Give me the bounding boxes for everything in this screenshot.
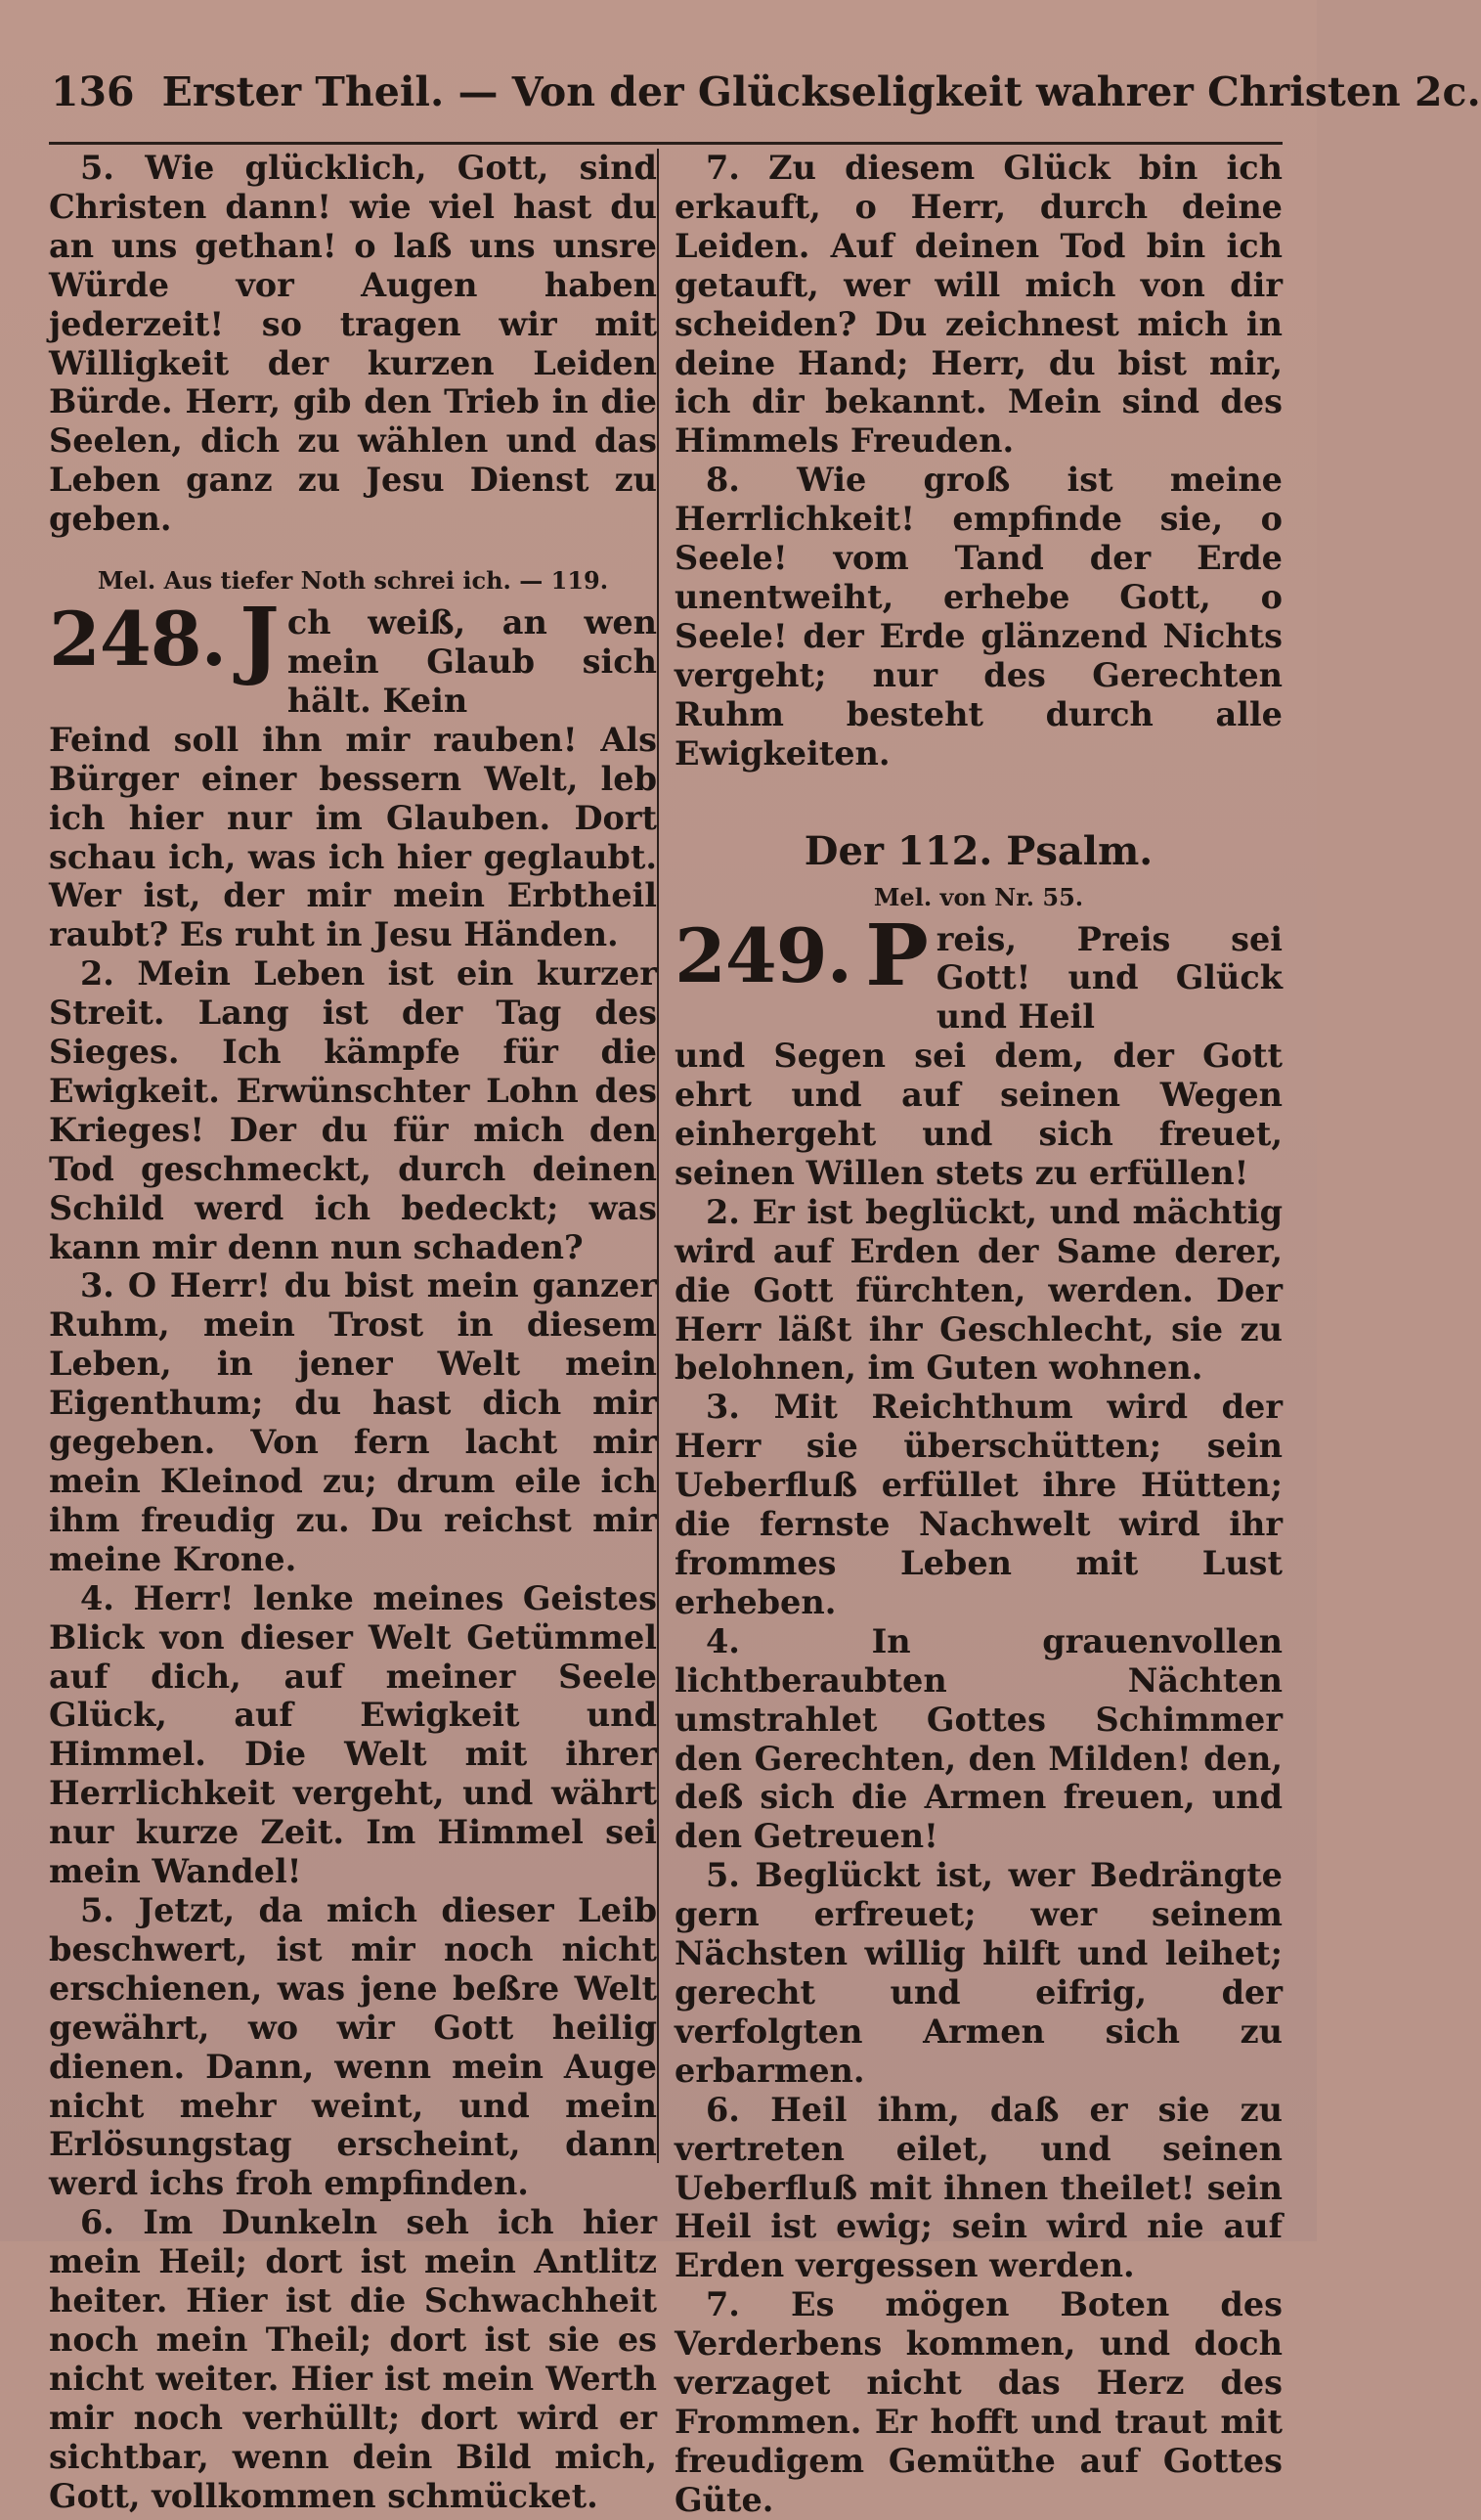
hymn-249-verse-2: 2. Er ist beglückt, und mächtig wird auf Erden der Same derer, die Gott fürchten, werden. Der Herr läßt ihr Geschlecht, sie zu belohnen, im Guten wohnen.	[675, 1192, 1283, 1388]
psalm-title: Der 112. Psalm.	[804, 827, 1154, 874]
hymn-248-first-line: ch weiß, an wen mein Glaub sich hält. Kein	[286, 603, 657, 720]
running-header	[51, 68, 1481, 137]
left-column	[49, 149, 657, 2515]
hymn-248-verse-4: 4. Herr! lenke meines Geistes Blick von dieser Welt Getümmel auf dich, auf meiner Seele Glück, auf Ewigkeit und Himmel. Die Welt mit ihrer Herrlichkeit vergeht, und währt nur kurze Zeit. Im Himmel sei mein Wandel!	[49, 1578, 657, 1891]
hymn-249-verse-6: 6. Heil ihm, daß er sie zu vertreten eilet, und seinen Ueberfluß mit ihnen theilet! sein Heil ist ewig; sein wird nie auf Erden vergessen werden.	[675, 2090, 1283, 2285]
hymn-249-verse-4: 4. In grauenvollen lichtberaubten Nächten umstrahlet Gottes Schimmer den Gerechten, den Milden! den, deß sich die Armen freuen, und den Getreuen!	[675, 1621, 1283, 1856]
drop-cap-249: P	[865, 906, 929, 1005]
hymn-249-verse-5: 5. Beglückt ist, wer Bedrängte gern erfreuet; wer seinem Nächsten willig hilft und leihet; gerecht und eifrig, der verfolgten Armen sich zu erbarmen.	[675, 1856, 1283, 2090]
hymn-248-verse-1: Feind soll ihn mir rauben! Als Bürger einer bessern Welt, leb ich hier nur im Glauben. Dort schau ich, was ich hier geglaubt. Wer ist, der mir mein Erbtheil raubt? Es ruht in Jesu Händen.	[49, 720, 657, 954]
column-divider	[657, 149, 659, 2163]
page-number: 136	[51, 68, 135, 115]
hymn-249-heading	[675, 906, 1283, 1038]
hymn-number-248: 248.	[49, 596, 227, 684]
hymn-248-verse-6: 6. Im Dunkeln seh ich hier mein Heil; dort ist mein Antlitz heiter. Hier ist die Schwachheit noch mein Theil; dort ist sie es nicht weiter. Hier ist mein Werth mir noch verhüllt; dort wird er sichtbar, wenn dein Bild mich, Gott, vollkommen schmücket.	[49, 2203, 657, 2515]
hymn-248-verse-8: 8. Wie groß ist meine Herrlichkeit! empfinde sie, o Seele! vom Tand der Erde unentweiht, erhebe Gott, o Seele! der Erde glänzend Nichts vergeht; nur des Gerechten Ruhm besteht durch alle Ewigkeiten.	[675, 461, 1283, 773]
hymn-249-verse-1: und Segen sei dem, der Gott ehrt und auf seinen Wegen einhergeht und sich freuet, seinen Willen stets zu erfüllen!	[675, 1037, 1283, 1192]
hymn-number-249: 249.	[675, 911, 852, 999]
hymn-248-heading	[49, 590, 657, 721]
running-title: Erster Theil. — Von der Glückseligkeit wahrer Christen 2c.	[161, 68, 1481, 115]
hymn-249-verse-7: 7. Es mögen Boten des Verderbens kommen, und doch verzaget nicht das Herz des Frommen. Er hofft und traut mit freudigem Gemüthe auf Gottes Güte.	[675, 2285, 1283, 2519]
right-column	[675, 149, 1283, 2520]
hymn-248-verse-2: 2. Mein Leben ist ein kurzer Streit. Lang ist der Tag des Sieges. Ich kämpfe für die Ewigkeit. Erwünschter Lohn des Krieges! Der du für mich den Tod geschmeckt, durch deinen Schild werd ich bedeckt; was kann mir denn nun schaden?	[49, 954, 657, 1266]
hymn-249-first-line: reis, Preis sei Gott! und Glück und Heil	[936, 919, 1283, 1037]
hymn-249-verse-3: 3. Mit Reichthum wird der Herr sie überschütten; sein Ueberfluß erfüllet ihre Hütten; die fernste Nachwelt wird ihr frommes Leben mit Lust erheben.	[675, 1388, 1283, 1621]
hymn-248-verse-7: 7. Zu diesem Glück bin ich erkauft, o Herr, durch deine Leiden. Auf deinen Tod bin ich getauft, wer will mich von dir scheiden? Du zeichnest mich in deine Hand; Herr, du bist mir, ich dir bekannt. Mein sind des Himmels Freuden.	[675, 149, 1283, 461]
melody-note-249: Mel. von Nr. 55.	[873, 882, 1084, 911]
drop-cap-248: J	[240, 590, 280, 689]
header-rule	[49, 142, 1283, 145]
melody-note-248: Mel. Aus tiefer Noth schrei ich. — 119.	[97, 566, 609, 596]
hymn-248-verse-3: 3. O Herr! du bist mein ganzer Ruhm, mein Trost in diesem Leben, in jener Welt mein Eigenthum; du hast dich mir gegeben. Von fern lacht mir mein Kleinod zu; drum eile ich ihm freudig zu. Du reichst mir meine Krone.	[49, 1266, 657, 1578]
hymn-248-verse-5: 5. Jetzt, da mich dieser Leib beschwert, ist mir noch nicht erschienen, was jene beßre Welt gewährt, wo wir Gott heilig dienen. Dann, wenn mein Auge nicht mehr weint, und mein Erlösungstag erscheint, dann werd ichs froh empfinden.	[49, 1890, 657, 2203]
verse-247-5: 5. Wie glücklich, Gott, sind Christen dann! wie viel hast du an uns gethan! o laß uns unsre Würde vor Augen haben jederzeit! so tragen wir mit Willigkeit der kurzen Leiden Bürde. Herr, gib den Trieb in die Seelen, dich zu wählen und das Leben ganz zu Jesu Dienst zu geben.	[49, 149, 657, 539]
